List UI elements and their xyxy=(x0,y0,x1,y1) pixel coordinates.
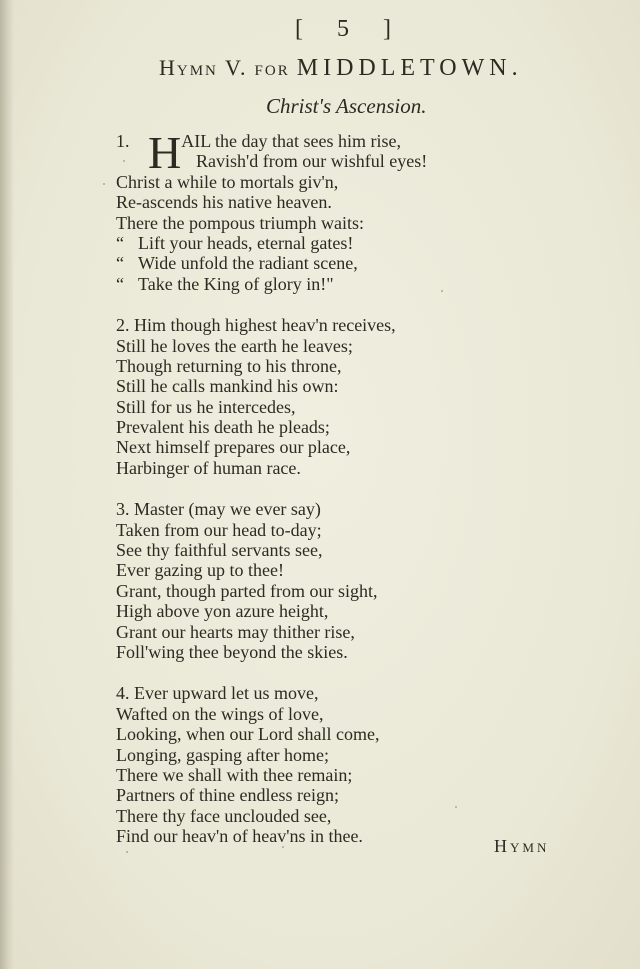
poem-line: 3. Master (may we ever say) xyxy=(116,499,321,520)
poem-line: Grant, though parted from our sight, xyxy=(116,580,378,601)
catchword: Hymn xyxy=(494,836,550,856)
poem-line: High above yon azure height, xyxy=(116,601,329,622)
poem-body xyxy=(116,127,496,868)
stanza-number: 1. xyxy=(116,131,130,151)
poem-line: Grant our hearts may thither rise, xyxy=(116,621,355,642)
poem-line: Ravish'd from our wishful eyes! xyxy=(196,151,428,172)
poem-line: Next himself prepares our place, xyxy=(116,437,351,458)
poem-line: Find our heav'n of heav'ns in thee. xyxy=(116,826,363,847)
title-connector: for xyxy=(254,55,290,80)
poem-line: Re-ascends his native heaven. xyxy=(116,192,332,213)
poem-line: Still for us he intercedes, xyxy=(116,396,296,417)
line-text: AIL the day that sees him rise, xyxy=(181,131,402,151)
poem-line: Foll'wing thee beyond the skies. xyxy=(116,641,348,662)
tune-name: MIDDLETOWN. xyxy=(296,55,523,81)
poem-line: Longing, gasping after home; xyxy=(116,744,329,765)
paper-speck xyxy=(441,290,443,292)
poem-line xyxy=(116,253,496,273)
paper-speck xyxy=(103,183,105,185)
poem-line: There the pompous triumph waits: xyxy=(116,212,364,233)
paper-speck xyxy=(126,851,128,853)
poem-line: Still he loves the earth he leaves; xyxy=(116,335,353,356)
paper-speck xyxy=(282,846,284,848)
poem-line: Looking, when our Lord shall come, xyxy=(116,724,380,745)
quote-mark: “ xyxy=(116,253,124,274)
hymn-number: Hymn V. xyxy=(159,55,248,80)
poem-line xyxy=(116,233,496,253)
stanza-4 xyxy=(116,683,496,846)
paper-speck xyxy=(455,806,457,808)
poem-line: Wafted on the wings of love, xyxy=(116,703,324,724)
poem-line: Still he calls mankind his own: xyxy=(116,376,339,397)
binding-shadow xyxy=(0,0,14,969)
quote-mark: “ xyxy=(116,273,124,294)
poem-line: Christ a while to mortals giv'n, xyxy=(116,171,339,192)
poem-line: 4. Ever upward let us move, xyxy=(116,683,319,704)
line-text: Take the King of glory in!" xyxy=(138,273,334,294)
page-number: [ 5 ] xyxy=(295,16,405,42)
poem-line xyxy=(116,274,496,294)
line-text: Wide unfold the radiant scene, xyxy=(138,253,358,274)
poem-line: Prevalent his death he pleads; xyxy=(116,417,330,438)
poem-line: There thy face unclouded see, xyxy=(116,805,332,826)
drop-cap: H xyxy=(148,127,182,178)
poem-line: Harbinger of human race. xyxy=(116,457,301,478)
stanza-3 xyxy=(116,499,496,662)
line-text: Lift your heads, eternal gates! xyxy=(138,232,354,253)
hymn-title xyxy=(159,53,523,83)
poem-line: Though returning to his throne, xyxy=(116,355,342,376)
stanza-1 xyxy=(116,127,496,294)
stanza-2 xyxy=(116,315,496,478)
poem-line: Partners of thine endless reign; xyxy=(116,785,339,806)
poem-line: There we shall with thee remain; xyxy=(116,764,353,785)
poem-line: 2. Him though highest heav'n receives, xyxy=(116,315,396,336)
hymn-subtitle: Christ's Ascension. xyxy=(266,94,427,118)
paper-speck xyxy=(123,160,125,162)
quote-mark: “ xyxy=(116,232,124,253)
poem-line: Ever gazing up to thee! xyxy=(116,560,284,581)
poem-line: Taken from our head to-day; xyxy=(116,519,322,540)
poem-line: See thy faithful servants see, xyxy=(116,540,323,561)
